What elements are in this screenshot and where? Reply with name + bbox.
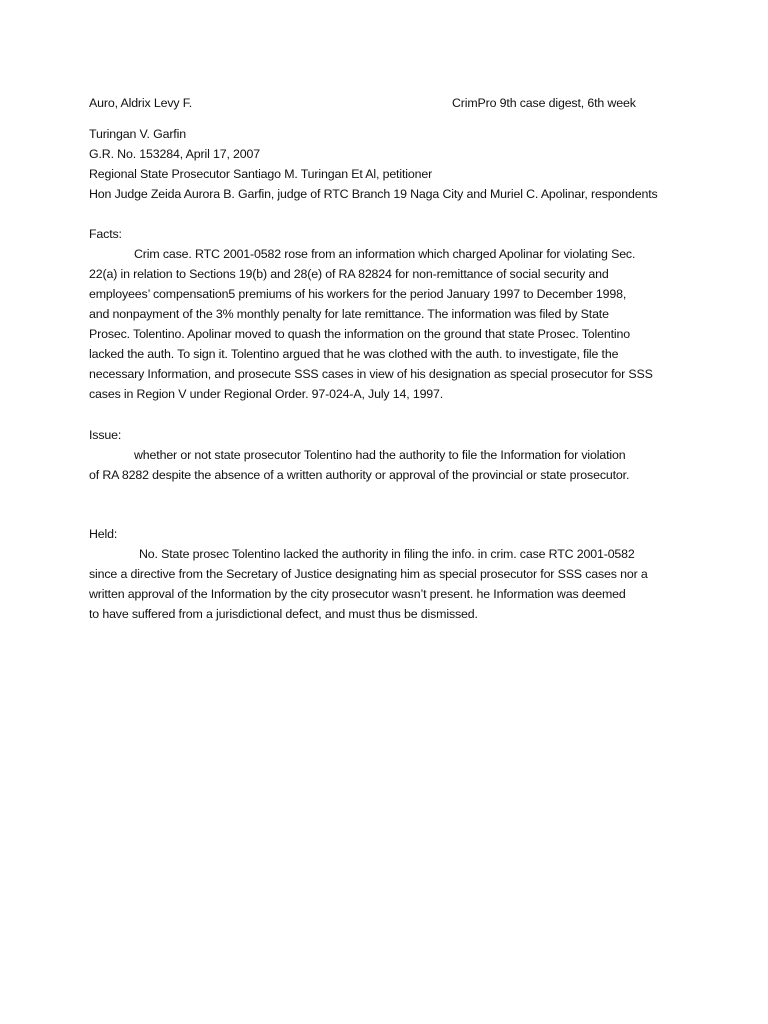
issue-heading: Issue: (89, 428, 122, 442)
facts-line: 22(a) in relation to Sections 19(b) and 28(e) of RA 82824 for non-remittance of social security and (89, 267, 609, 281)
held-line: No. State prosec Tolentino lacked the authority in filing the info. in crim. case RTC 2001-0582 (139, 547, 635, 561)
author-name: Auro, Aldrix Levy F. (89, 96, 193, 110)
held-line: to have suffered from a jurisdictional defect, and must thus be dismissed. (89, 607, 478, 621)
petitioner-line: Regional State Prosecutor Santiago M. Turingan Et Al, petitioner (89, 167, 433, 181)
facts-line: employees’ compensation5 premiums of his workers for the period January 1997 to December 1998, (89, 287, 627, 301)
facts-line: Crim case. RTC 2001-0582 rose from an information which charged Apolinar for violating Sec. (134, 247, 636, 261)
case-title: Turingan V. Garfin (89, 127, 186, 141)
held-heading: Held: (89, 527, 118, 541)
gr-number: G.R. No. 153284, April 17, 2007 (89, 147, 260, 161)
issue-section (89, 425, 629, 485)
case-info (89, 124, 658, 204)
held-line: written approval of the Information by the city prosecutor wasn’t present. he Information was deemed (89, 587, 626, 601)
facts-line: and nonpayment of the 3% monthly penalty for late remittance. The information was filed by State (89, 307, 609, 321)
held-section (89, 524, 648, 624)
facts-line: lacked the auth. To sign it. Tolentino argued that he was clothed with the auth. to investigate, file the (89, 347, 619, 361)
held-line: since a directive from the Secretary of Justice designating him as special prosecutor for SSS cases nor a (89, 567, 648, 581)
facts-line: cases in Region V under Regional Order. 97-024-A, July 14, 1997. (89, 387, 444, 401)
document-header (89, 93, 689, 113)
facts-heading: Facts: (89, 227, 122, 241)
respondents-line: Hon Judge Zeida Aurora B. Garfin, judge of RTC Branch 19 Naga City and Muriel C. Apolinar, respondents (89, 187, 658, 201)
issue-line: whether or not state prosecutor Tolentino had the authority to file the Information for violation (134, 448, 626, 462)
issue-line: of RA 8282 despite the absence of a written authority or approval of the provincial or state prosecutor. (89, 468, 630, 482)
course-label: CrimPro 9th case digest, 6th week (452, 96, 636, 110)
facts-line: Prosec. Tolentino. Apolinar moved to quash the information on the ground that state Prosec. Tolentino (89, 327, 630, 341)
facts-section (89, 224, 653, 404)
facts-line: necessary Information, and prosecute SSS cases in view of his designation as special prosecutor for SSS (89, 367, 653, 381)
